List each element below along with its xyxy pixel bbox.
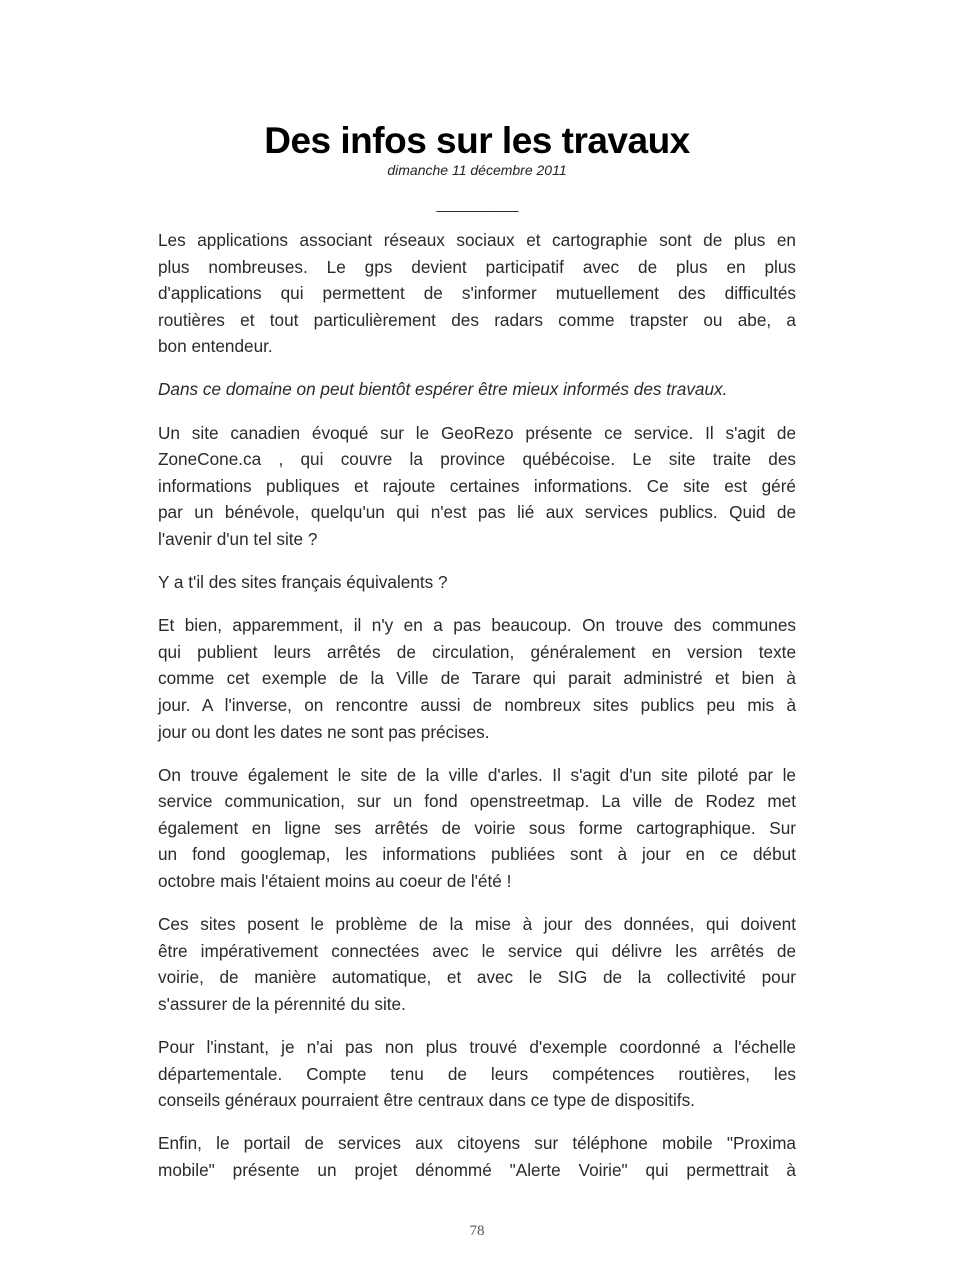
article-date: dimanche 11 décembre 2011 — [387, 162, 567, 178]
text-line: Ces sites posent le problème de la mise à jour des données, qui doivent — [158, 914, 796, 935]
text-line: service communication, sur un fond openstreetmap. La ville de Rodez met — [158, 791, 796, 812]
text-line: Un site canadien évoqué sur le GeoRezo présente ce service. Il s'agit de — [158, 422, 796, 443]
paragraph — [158, 376, 796, 403]
page-number: 78 — [469, 1223, 485, 1239]
text-line: un fond googlemap, les informations publiées sont à jour en ce début — [158, 844, 796, 865]
text-line: bon entendeur. — [158, 336, 273, 357]
paragraph — [158, 227, 796, 360]
separator-line: ___________ — [436, 196, 518, 213]
text-line: jour. A l'inverse, on rencontre aussi de nombreux sites publics peu mis à — [158, 694, 796, 715]
text-line: Y a t'il des sites français équivalents ? — [158, 572, 448, 593]
text-line: voirie, de manière automatique, et avec le SIG de la collectivité pour — [158, 967, 796, 988]
text-line: Pour l'instant, je n'ai pas non plus trouvé d'exemple coordonné a l'échelle — [158, 1036, 796, 1057]
text-line: s'assurer de la pérennité du site. — [158, 993, 406, 1014]
paragraph — [158, 420, 796, 553]
paragraph — [158, 1034, 796, 1114]
article-body — [158, 227, 796, 1200]
text-line: conseils généraux pourraient être centraux dans ce type de dispositifs. — [158, 1090, 695, 1111]
text-line: être impérativement connectées avec le service qui délivre les arrêtés de — [158, 940, 796, 961]
text-line: d'applications qui permettent de s'informer mutuellement des difficultés — [158, 283, 796, 304]
text-line: également en ligne ses arrêtés de voirie sous forme cartographique. Sur — [158, 817, 796, 838]
text-line: jour ou dont les dates ne sont pas précises. — [158, 721, 490, 742]
text-line: mobile" présente un projet dénommé "Alerte Voirie" qui permettrait à — [158, 1159, 796, 1180]
paragraph — [158, 1130, 796, 1183]
text-line: Enfin, le portail de services aux citoyens sur téléphone mobile "Proxima — [158, 1133, 796, 1154]
text-line: départementale. Compte tenu de leurs compétences routières, les — [158, 1063, 796, 1084]
text-line: On trouve également le site de la ville d'arles. Il s'agit d'un site piloté par le — [158, 764, 796, 785]
paragraph — [158, 569, 796, 596]
paragraph — [158, 612, 796, 745]
text-line: octobre mais l'étaient moins au coeur de l'été ! — [158, 870, 512, 891]
text-line: qui publient leurs arrêtés de circulation, généralement en version texte — [158, 641, 796, 662]
text-line: comme cet exemple de la Ville de Tarare qui parait administré et bien à — [158, 668, 796, 689]
text-line: routières et tout particulièrement des radars comme trapster ou abe, a — [158, 309, 796, 330]
page-title: Des infos sur les travaux — [264, 120, 690, 161]
text-line: plus nombreuses. Le gps devient participatif avec de plus en plus — [158, 256, 796, 277]
text-line: l'avenir d'un tel site ? — [158, 528, 318, 549]
text-line: ZoneCone.ca , qui couvre la province québécoise. Le site traite des — [158, 449, 796, 470]
text-line: informations publiques et rajoute certaines informations. Ce site est géré — [158, 475, 796, 496]
text-line: Les applications associant réseaux sociaux et cartographie sont de plus en — [158, 230, 796, 250]
text-line: par un bénévole, quelqu'un qui n'est pas lié aux services publics. Quid de — [158, 502, 796, 523]
paragraph — [158, 762, 796, 895]
text-line: Et bien, apparemment, il n'y en a pas beaucoup. On trouve des communes — [158, 615, 796, 636]
text-line: Dans ce domaine on peut bientôt espérer être mieux informés des travaux. — [158, 379, 728, 400]
paragraph — [158, 911, 796, 1017]
